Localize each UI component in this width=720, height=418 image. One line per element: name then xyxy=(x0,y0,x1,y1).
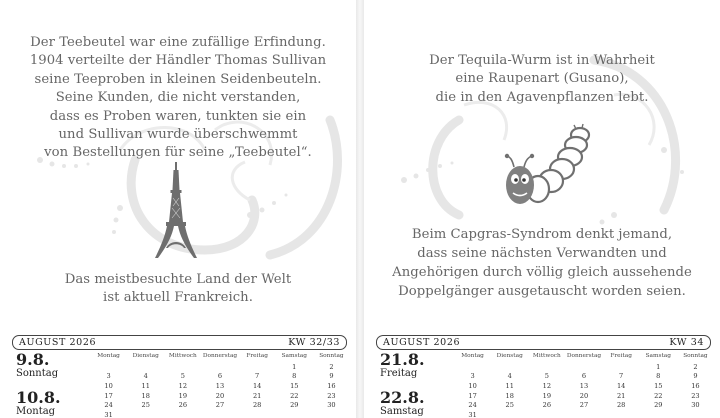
calendar-day-cell xyxy=(603,362,640,372)
calendar-day-cell: 27 xyxy=(215,401,225,410)
calendar-day-cell: 11 xyxy=(141,381,150,390)
calendar-day-cell: 1 xyxy=(292,362,297,371)
calendar-day-cell: 1 xyxy=(656,362,661,371)
weekday-header: Dienstag xyxy=(496,353,523,359)
fact-tea-bag xyxy=(0,34,356,163)
calendar-day-cell: 26 xyxy=(542,401,552,410)
fact-line: dass seine nächsten Verwandten und xyxy=(417,246,667,261)
calendar-day-cell: 15 xyxy=(654,381,663,390)
calendar-day-cell: 10 xyxy=(104,381,113,390)
calendar-day-cell xyxy=(565,362,602,372)
calendar-day-cell xyxy=(491,362,528,372)
calendar-day-cell: 16 xyxy=(691,381,700,390)
weekday-header: Montag xyxy=(461,353,484,359)
calendar-day-cell xyxy=(491,410,528,418)
calendar-day-cell: 27 xyxy=(579,401,589,410)
calendar-day-cell: 24 xyxy=(468,401,477,410)
calendar-day-cell: 16 xyxy=(327,381,336,390)
page-gutter xyxy=(356,0,364,418)
calendar-week-row xyxy=(90,381,350,391)
calendar-week-row xyxy=(90,400,350,410)
date-entry xyxy=(16,352,58,379)
calendar-day-cell xyxy=(528,410,565,418)
date-weekday: Montag xyxy=(16,406,56,417)
calendar-day-cell xyxy=(528,362,565,372)
calendar-day-cell: 7 xyxy=(255,372,260,381)
calendar-day-cell xyxy=(603,410,640,418)
calendar-day-cell: 3 xyxy=(106,372,111,381)
calendar-day-cell: 14 xyxy=(252,381,262,390)
calendar-day-cell: 13 xyxy=(579,381,589,390)
date-day: 9.8. xyxy=(16,350,50,369)
eiffel-tower-icon xyxy=(154,162,198,260)
left-page xyxy=(0,0,356,418)
date-entry xyxy=(16,390,61,417)
calendar-week: KW 32/33 xyxy=(288,337,340,348)
calendar-week-row xyxy=(90,391,350,401)
fact-france xyxy=(0,271,356,308)
calendar-header xyxy=(12,335,347,350)
worm-icon xyxy=(502,123,594,211)
fact-line: und Sullivan wurde überschwemmt xyxy=(58,127,298,143)
calendar-day-cell: 5 xyxy=(544,372,549,381)
calendar-day-cell: 12 xyxy=(178,381,188,390)
fact-line: seine Teeproben in kleinen Seidenbeuteln. xyxy=(34,71,322,87)
calendar-day-cell: 19 xyxy=(178,391,188,400)
calendar-day-cell xyxy=(565,410,602,418)
calendar-day-cell: 29 xyxy=(654,401,663,410)
weekday-header: Sonntag xyxy=(319,353,344,359)
calendar-day-cell: 5 xyxy=(180,372,185,381)
calendar-day-cell: 23 xyxy=(691,391,700,400)
calendar-day-cell: 28 xyxy=(252,401,262,410)
calendar-week-row xyxy=(454,410,714,418)
calendar-day-cell: 21 xyxy=(616,391,626,400)
calendar-day-cell: 3 xyxy=(470,372,475,381)
date-entry xyxy=(380,352,425,379)
calendar-day-cell: 18 xyxy=(141,391,150,400)
calendar-day-cell: 25 xyxy=(141,401,150,410)
calendar-week: KW 34 xyxy=(669,337,704,348)
weekday-header: Sonntag xyxy=(683,353,708,359)
fact-line: Seine Kunden, die nicht verstanden, xyxy=(55,90,301,106)
calendar-day-cell xyxy=(276,410,313,418)
weekday-header: Donnerstag xyxy=(202,353,238,359)
calendar-day-cell xyxy=(239,362,276,372)
fact-line: ist aktuell Frankreich. xyxy=(103,290,253,306)
date-weekday: Freitag xyxy=(380,368,418,379)
calendar-week-row xyxy=(454,372,714,382)
calendar-day-cell: 20 xyxy=(579,391,589,400)
fact-line: Der Tequila-Wurm ist in Wahrheit xyxy=(429,53,655,68)
calendar-day-cell: 30 xyxy=(327,401,336,410)
calendar-day-cell: 21 xyxy=(252,391,262,400)
fact-line: 1904 verteilte der Händler Thomas Sullivan xyxy=(29,53,327,69)
calendar-week-row xyxy=(454,391,714,401)
calendar-day-cell: 17 xyxy=(104,391,113,400)
fact-line: Beim Capgras-Syndrom denkt jemand, xyxy=(411,227,673,242)
calendar-day-cell: 29 xyxy=(290,401,299,410)
calendar-day-cell: 24 xyxy=(104,401,113,410)
calendar-day-cell: 14 xyxy=(616,381,626,390)
calendar-month: AUGUST 2026 xyxy=(19,337,97,348)
weekday-header: Mittwoch xyxy=(168,353,197,359)
calendar-day-cell: 31 xyxy=(468,410,477,418)
calendar-month: AUGUST 2026 xyxy=(383,337,461,348)
calendar-week-row xyxy=(454,362,714,372)
calendar-week-row xyxy=(454,381,714,391)
calendar-day-cell xyxy=(90,362,127,372)
calendar-day-cell: 12 xyxy=(542,381,552,390)
fact-tequila-worm xyxy=(364,52,720,107)
calendar-day-cell: 20 xyxy=(215,391,225,400)
fact-line: die in den Agavenpflanzen lebt. xyxy=(435,89,649,105)
weekday-header: Samstag xyxy=(281,353,307,359)
calendar-day-cell xyxy=(454,362,491,372)
grid-body xyxy=(90,362,350,418)
weekday-header: Donnerstag xyxy=(566,353,602,359)
month-grid xyxy=(454,350,714,418)
fact-line: Doppelgänger ausgetauscht worden seien. xyxy=(398,284,686,299)
calendar-day-cell: 18 xyxy=(505,391,514,400)
calendar-day-cell: 22 xyxy=(654,391,663,400)
calendar-day-cell: 26 xyxy=(178,401,188,410)
calendar-day-cell: 23 xyxy=(327,391,336,400)
calendar-day-cell: 4 xyxy=(143,372,148,381)
calendar-day-cell: 2 xyxy=(693,362,698,371)
fact-capgras xyxy=(364,225,720,301)
calendar-day-cell xyxy=(127,362,164,372)
calendar-day-cell: 11 xyxy=(505,381,514,390)
calendar-day-cell: 2 xyxy=(329,362,334,371)
date-day: 21.8. xyxy=(380,350,425,369)
fact-line: Der Teebeutel war eine zufällige Erfindung. xyxy=(30,35,326,50)
fact-line: dass es Proben waren, tunkten sie ein xyxy=(49,108,307,124)
calendar-day-cell: 6 xyxy=(581,372,587,381)
weekday-header: Freitag xyxy=(246,353,268,359)
calendar-day-cell: 7 xyxy=(619,372,624,381)
calendar-day-cell: 22 xyxy=(290,391,299,400)
calendar-day-cell xyxy=(164,362,201,372)
weekday-header: Dienstag xyxy=(132,353,159,359)
calendar-day-cell: 6 xyxy=(217,372,223,381)
calendar-day-cell: 8 xyxy=(656,372,661,381)
fact-line: Das meistbesuchte Land der Welt xyxy=(64,272,292,287)
calendar-day-cell: 15 xyxy=(290,381,299,390)
calendar-day-cell: 9 xyxy=(329,372,334,381)
calendar-day-cell xyxy=(201,410,238,418)
date-weekday: Sonntag xyxy=(16,368,59,379)
calendar-day-cell: 30 xyxy=(691,401,700,410)
weekday-header: Freitag xyxy=(610,353,632,359)
date-weekday: Samstag xyxy=(380,406,424,417)
month-grid xyxy=(90,350,350,418)
calendar-week-row xyxy=(90,362,350,372)
calendar-day-cell xyxy=(127,410,164,418)
fact-line: von Bestellungen für seine „Teebeutel“. xyxy=(44,145,312,161)
calendar-day-cell: 9 xyxy=(693,372,698,381)
calendar-day-cell xyxy=(677,410,714,418)
calendar-day-cell xyxy=(640,410,677,418)
date-day: 10.8. xyxy=(16,388,61,407)
calendar-week-row xyxy=(454,400,714,410)
calendar-header xyxy=(376,335,711,350)
date-day: 22.8. xyxy=(380,388,425,407)
calendar-day-cell: 8 xyxy=(292,372,297,381)
grid-body xyxy=(454,362,714,418)
fact-line: Angehörigen durch völlig gleich aussehende xyxy=(392,265,692,280)
calendar-day-cell: 13 xyxy=(215,381,225,390)
calendar-day-cell: 28 xyxy=(616,401,626,410)
weekday-header: Samstag xyxy=(645,353,671,359)
calendar-day-cell: 10 xyxy=(468,381,477,390)
calendar-day-cell: 17 xyxy=(468,391,477,400)
weekday-header: Mittwoch xyxy=(532,353,561,359)
weekday-header: Montag xyxy=(97,353,120,359)
calendar-day-cell xyxy=(239,410,276,418)
date-entry xyxy=(380,390,425,417)
calendar-day-cell: 4 xyxy=(507,372,512,381)
calendar-week-row xyxy=(90,410,350,418)
right-page xyxy=(364,0,720,418)
calendar-day-cell: 19 xyxy=(542,391,552,400)
calendar-day-cell: 25 xyxy=(505,401,514,410)
calendar-week-row xyxy=(90,372,350,382)
calendar-day-cell xyxy=(313,410,350,418)
fact-line: eine Raupenart (Gusano), xyxy=(455,71,629,87)
calendar-day-cell xyxy=(201,362,238,372)
calendar-day-cell: 31 xyxy=(104,410,113,418)
calendar-day-cell xyxy=(164,410,201,418)
